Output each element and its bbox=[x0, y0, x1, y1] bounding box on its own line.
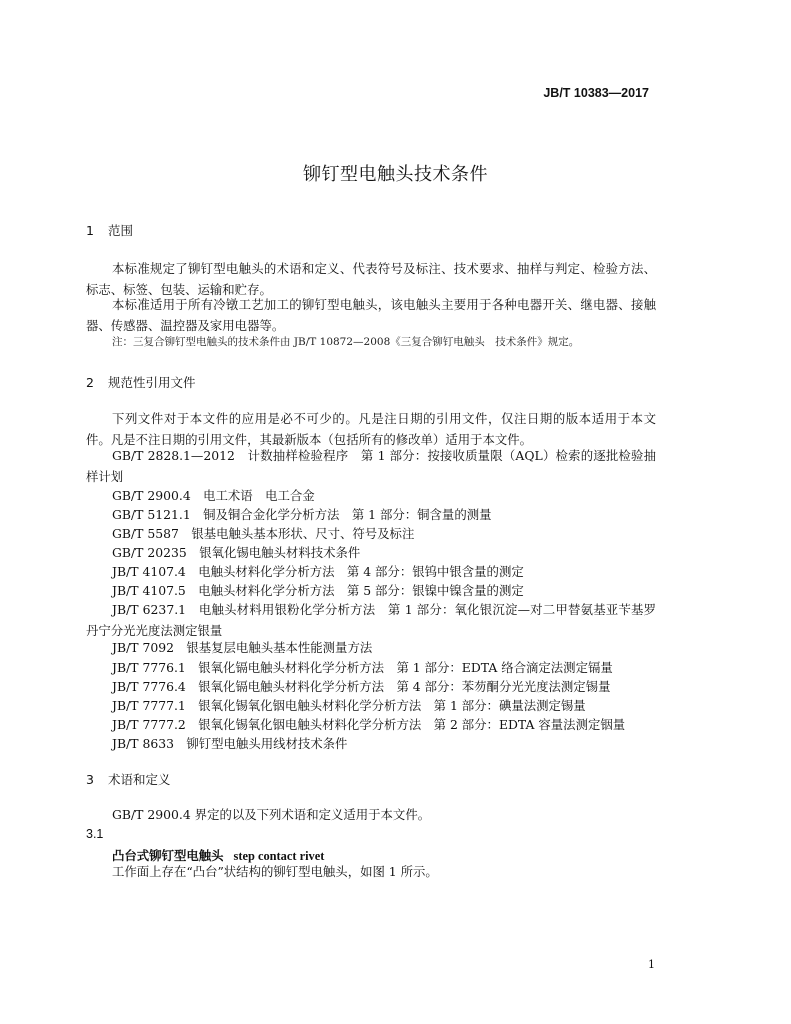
reference-item bbox=[112, 715, 625, 736]
reference-code: GB/T 2828.1—2012 bbox=[112, 448, 235, 463]
reference-item bbox=[112, 734, 347, 755]
reference-item bbox=[86, 446, 656, 487]
scope-paragraph-2: 本标准适用于所有冷镦工艺加工的铆钉型电触头，该电触头主要用于各种电器开关、继电器、接触器、传感器、温控器及家用电器等。 bbox=[86, 297, 656, 333]
reference-code: GB/T 5587 bbox=[112, 526, 179, 541]
reference-title: 电触头材料化学分析方法 第 4 部分：银钨中银含量的测定 bbox=[198, 564, 524, 579]
reference-title: 银氧化镉电触头材料化学分析方法 第 1 部分：EDTA 络合滴定法测定镉量 bbox=[198, 660, 613, 675]
reference-item bbox=[112, 562, 524, 583]
reference-title: 银氧化锡电触头材料技术条件 bbox=[199, 545, 361, 560]
reference-item bbox=[112, 486, 315, 507]
standard-code: JB/T 10383—2017 bbox=[543, 86, 649, 100]
reference-code: JB/T 4107.4 bbox=[112, 564, 186, 579]
reference-item bbox=[112, 505, 492, 526]
reference-title: 电触头材料化学分析方法 第 5 部分：银镍中镍含量的测定 bbox=[198, 583, 524, 598]
reference-code: GB/T 2900.4 bbox=[112, 488, 191, 503]
reference-item bbox=[86, 600, 656, 641]
reference-title: 电工术语 电工合金 bbox=[203, 488, 315, 503]
reference-item bbox=[112, 581, 524, 602]
section-title: 规范性引用文件 bbox=[108, 375, 196, 390]
reference-code: JB/T 7092 bbox=[112, 640, 174, 655]
reference-title: 银氧化锡氧化铟电触头材料化学分析方法 第 2 部分：EDTA 容量法测定铟量 bbox=[198, 717, 626, 732]
document-title: 铆钉型电触头技术条件 bbox=[303, 164, 488, 185]
reference-code: JB/T 7776.4 bbox=[112, 679, 186, 694]
section-number: 1 bbox=[86, 223, 94, 238]
term-en: step contact rivet bbox=[233, 849, 325, 863]
section-title: 术语和定义 bbox=[108, 772, 171, 787]
reference-title: 计数抽样检验程序 第 1 部分：按接收质量限（AQL）检索的逐批检验抽样计划 bbox=[86, 448, 656, 484]
terms-intro: GB/T 2900.4 界定的以及下列术语和定义适用于本文件。 bbox=[112, 807, 431, 822]
reference-title: 银氧化镉电触头材料化学分析方法 第 4 部分：苯芴酮分光光度法测定锡量 bbox=[198, 679, 611, 694]
page-number: 1 bbox=[648, 958, 655, 971]
scope-note: 注：三复合铆钉型电触头的技术条件由 JB/T 10872—2008《三复合铆钉电触头 技术条件》规定。 bbox=[112, 336, 580, 348]
reference-code: JB/T 7777.1 bbox=[112, 698, 186, 713]
section-2-heading bbox=[86, 373, 196, 391]
reference-code: JB/T 7776.1 bbox=[112, 660, 186, 675]
section-title: 范围 bbox=[108, 223, 134, 238]
reference-title: 电触头材料用银粉化学分析方法 第 1 部分：氧化银沉淀—对二甲替氨基亚苄基罗丹宁分光光度法测定银量 bbox=[86, 602, 657, 638]
term-zh: 凸台式铆钉型电触头 bbox=[112, 848, 224, 863]
reference-item bbox=[112, 638, 372, 659]
section-1-heading bbox=[86, 221, 133, 239]
reference-code: GB/T 5121.1 bbox=[112, 507, 191, 522]
reference-title: 铜及铜合金化学分析方法 第 1 部分：铜含量的测量 bbox=[203, 507, 492, 522]
term-definition: 工作面上存在“凸台”状结构的铆钉型电触头，如图 1 所示。 bbox=[112, 864, 438, 879]
reference-code: JB/T 7777.2 bbox=[112, 717, 186, 732]
reference-title: 银氧化锡氧化铟电触头材料化学分析方法 第 1 部分：碘量法测定锡量 bbox=[198, 698, 586, 713]
scope-paragraph-1: 本标准规定了铆钉型电触头的术语和定义、代表符号及标注、技术要求、抽样与判定、检验方法、标志、标签、包装、运输和贮存。 bbox=[86, 261, 656, 297]
term-number: 3.1 bbox=[86, 827, 104, 841]
reference-title: 银基电触头基本形状、尺寸、符号及标注 bbox=[191, 526, 415, 541]
reference-item bbox=[112, 524, 414, 545]
references-intro: 下列文件对于本文件的应用是必不可少的。凡是注日期的引用文件，仅注日期的版本适用于本文件。凡是不注日期的引用文件，其最新版本（包括所有的修改单）适用于本文件。 bbox=[86, 411, 656, 447]
section-3-heading bbox=[86, 770, 171, 788]
reference-item bbox=[112, 543, 360, 564]
reference-code: JB/T 8633 bbox=[112, 736, 174, 751]
section-number: 2 bbox=[86, 375, 94, 390]
reference-title: 银基复层电触头基本性能测量方法 bbox=[186, 640, 373, 655]
reference-code: JB/T 4107.5 bbox=[112, 583, 186, 598]
reference-item bbox=[112, 658, 613, 679]
section-number: 3 bbox=[86, 772, 94, 787]
reference-item bbox=[112, 696, 586, 717]
reference-title: 铆钉型电触头用线材技术条件 bbox=[186, 736, 348, 751]
reference-code: GB/T 20235 bbox=[112, 545, 187, 560]
reference-item bbox=[112, 677, 610, 698]
reference-code: JB/T 6237.1 bbox=[112, 602, 187, 617]
